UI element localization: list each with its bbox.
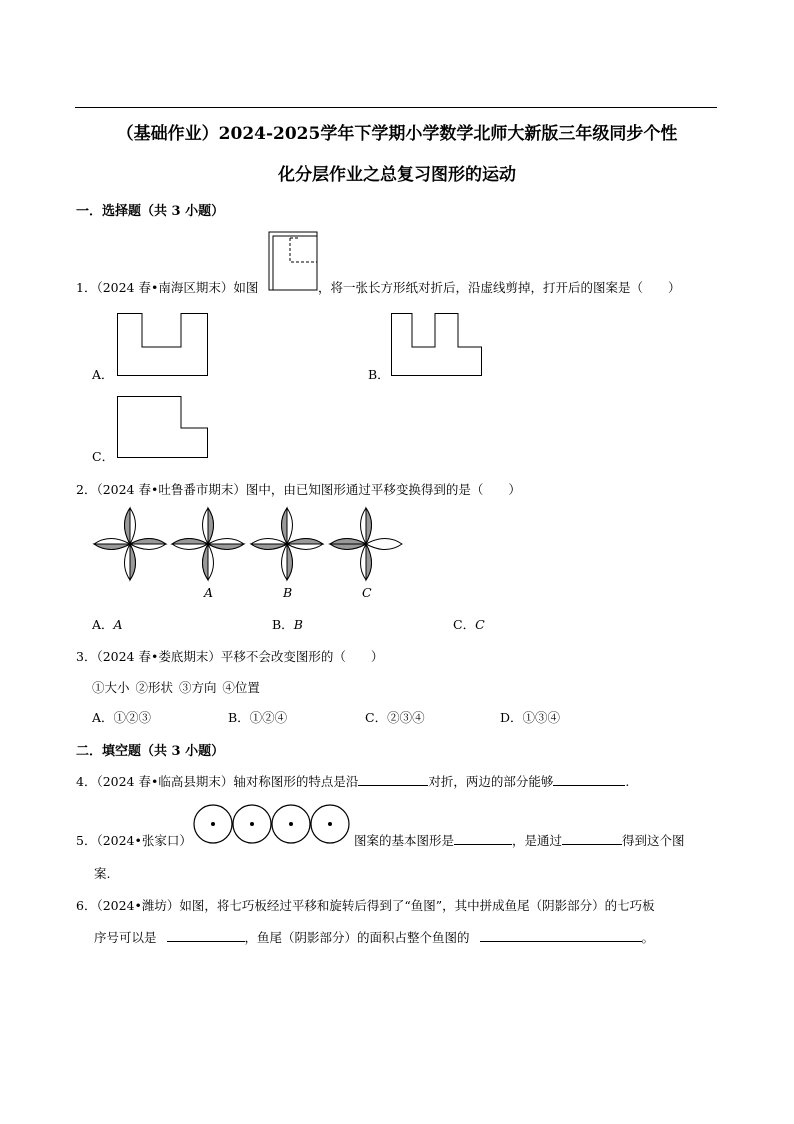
- question-2-option-b[interactable]: [272, 615, 303, 633]
- question-6-part-a: 序号可以是: [94, 930, 157, 945]
- section-heading-choice: 一．选择题（共 3 小题）: [76, 204, 225, 219]
- question-1-option-b-label[interactable]: B．: [368, 367, 390, 382]
- question-5-part2: ，是通过: [512, 833, 563, 848]
- petal-figure-c: [330, 508, 402, 580]
- figure-label-b: B: [283, 585, 293, 600]
- folded-paper-figure: [268, 232, 320, 292]
- petal-figure-a: [172, 508, 244, 580]
- figure-label-a: A: [204, 585, 214, 600]
- question-1-option-a-label[interactable]: A．: [92, 367, 114, 382]
- option-prefix: B．: [272, 617, 294, 632]
- question-6-line1: 6．（2024•潍坊）如图，将七巧板经过平移和旋转后得到了“鱼图”，其中拼成鱼尾（阴影部分）的七巧板: [76, 898, 655, 913]
- page-title-line2: 化分层作业之总复习图形的运动: [278, 165, 516, 185]
- question-6-part-c: 。: [641, 930, 655, 945]
- question-5-line: [354, 831, 685, 849]
- question-6-blank-1[interactable]: [167, 929, 245, 942]
- question-4-blank-2[interactable]: [553, 773, 625, 786]
- question-4-part1: 4．（2024 春•临高县期末）轴对称图形的特点是沿: [76, 774, 359, 789]
- question-5-part3: 得到这个图: [622, 833, 685, 848]
- question-5-part1: 图案的基本图形是: [354, 833, 455, 848]
- question-4-blank-1[interactable]: [358, 773, 428, 786]
- petal-figure-original: [94, 508, 166, 580]
- question-5-blank-1[interactable]: [454, 832, 512, 845]
- option-value: B: [293, 617, 303, 632]
- question-2-text: 2．（2024 春•吐鲁番市期末）图中，由已知图形通过平移变换得到的是（ ）: [76, 482, 521, 497]
- question-6-line2: [94, 928, 654, 946]
- header-rule: [75, 107, 717, 108]
- question-5-line2: 案.: [94, 866, 111, 881]
- option-value: A: [113, 617, 123, 632]
- option-prefix: A．: [92, 617, 114, 632]
- petal-figures: [88, 508, 418, 580]
- option-c-shape[interactable]: [117, 396, 209, 460]
- figure-label-c: C: [362, 585, 372, 600]
- question-6-blank-2[interactable]: [480, 929, 642, 942]
- question-4-part2: 对折，两边的部分能够: [428, 774, 554, 789]
- question-3-text: 3．（2024 春•娄底期末）平移不会改变图形的（ ）: [76, 649, 384, 664]
- question-4-part3: .: [625, 774, 630, 789]
- question-1-prefix: 1．（2024 春•南海区期末）如图: [76, 280, 259, 295]
- option-a-shape[interactable]: [117, 313, 209, 377]
- question-3-items: ①大小 ②形状 ③方向 ④位置: [92, 680, 260, 695]
- page-title-line1: （基础作业）2024-2025学年下学期小学数学北师大新版三年级同步个性: [116, 124, 678, 144]
- circles-pattern-figure: [193, 804, 353, 846]
- section-heading-fill: 二．填空题（共 3 小题）: [76, 744, 225, 759]
- question-5-prefix: 5．（2024•张家口）: [76, 833, 192, 848]
- option-value: C: [475, 617, 485, 632]
- question-2-option-c[interactable]: [453, 615, 485, 633]
- option-prefix: C．: [453, 617, 476, 632]
- question-3-option-a[interactable]: A．①②③: [92, 710, 152, 725]
- option-b-shape[interactable]: [391, 313, 483, 377]
- question-1-option-c-label[interactable]: C．: [92, 449, 115, 464]
- question-3-option-c[interactable]: C．②③④: [365, 710, 425, 725]
- question-4-line: [76, 772, 629, 790]
- question-2-option-a[interactable]: [92, 615, 123, 633]
- question-1-suffix: ，将一张长方形纸对折后，沿虚线剪掉，打开后的图案是（ ）: [318, 280, 681, 295]
- question-3-option-b[interactable]: B．①②④: [228, 710, 288, 725]
- petal-figure-b: [251, 508, 323, 580]
- question-6-part-b: ，鱼尾（阴影部分）的面积占整个鱼图的: [244, 930, 470, 945]
- question-5-blank-2[interactable]: [562, 832, 622, 845]
- question-3-option-d[interactable]: D．①③④: [500, 710, 561, 725]
